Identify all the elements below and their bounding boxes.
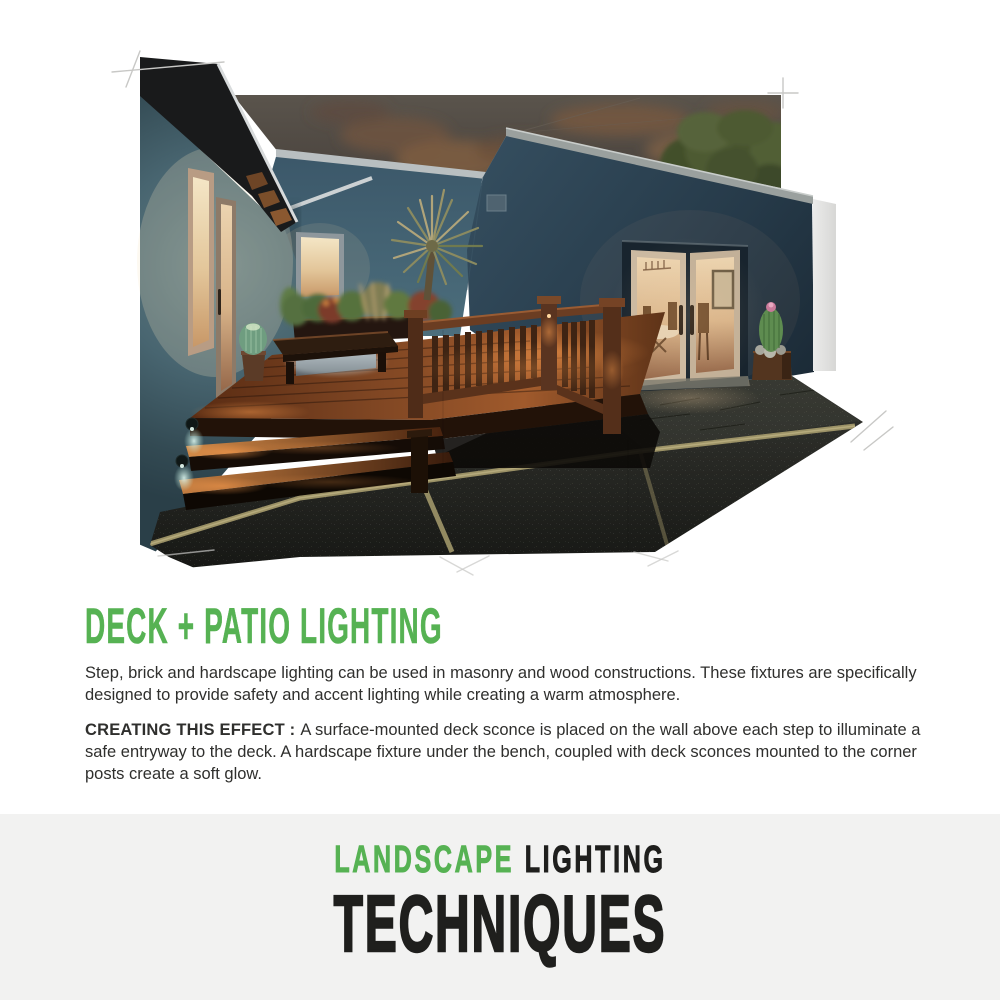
- effect-label: CREATING THIS EFFECT :: [85, 721, 296, 739]
- railing-post: [408, 316, 423, 418]
- section-body: [85, 662, 933, 785]
- footer-word-landscape: LANDSCAPE: [334, 839, 515, 881]
- intro-paragraph: Step, brick and hardscape lighting can be used in masonry and wood constructions. These fixtures are specifically designed to provide safety and accent lighting while creating a warm atmosphere.: [85, 664, 917, 704]
- effect-paragraph: [85, 719, 933, 785]
- footer-title: TECHNIQUES: [333, 879, 667, 968]
- left-window: [188, 168, 214, 356]
- backdrop-panel-edge: [813, 199, 836, 371]
- effect-text: A surface-mounted deck sconce is placed on the wall above each step to illuminate a safe entryway to the deck. A hardscape fixture under the bench, coupled with deck sconces mounted to the corner posts create a soft glow.: [85, 721, 921, 783]
- footer-word-lighting: LIGHTING: [524, 839, 666, 881]
- text-section: [85, 600, 945, 798]
- door-handle: [218, 289, 221, 315]
- footer-brand-line: [170, 840, 830, 880]
- section-title: DECK + PATIO LIGHTING: [85, 598, 443, 654]
- wall-vent: [487, 195, 506, 211]
- left-glass-door: [216, 197, 236, 400]
- newel-post: [411, 435, 428, 493]
